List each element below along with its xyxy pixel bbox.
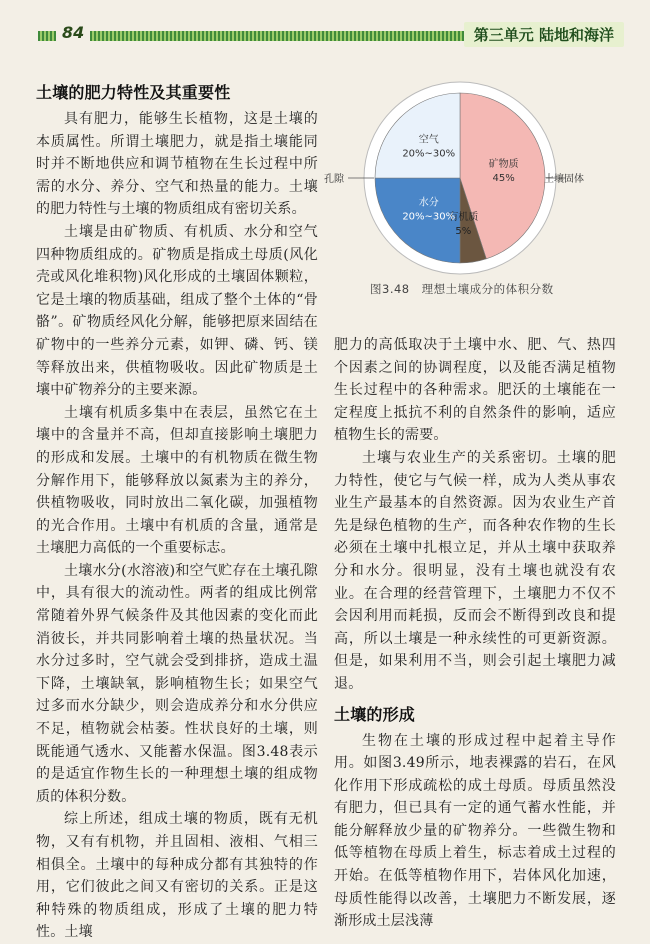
pie-slice-air: [375, 93, 460, 178]
pie-slice-value-air: 20%~30%: [402, 148, 456, 160]
paragraph: 具有肥力，能够生长植物，这是土壤的本质属性。所谓土壤肥力，就是指土壤能同时并不断地供应和调节植物在生长过程中所需的水分、养分、空气和热量的能力。土壤的肥力特性与土壤的物质组成有密切关系。: [36, 111, 318, 218]
paragraph: 土壤是由矿物质、有机质、水分和空气四种物质组成的。矿物质是指成土母质(风化壳或风化堆积物)风化形成的土壤固体颗粒，它是土壤的物质基础，组成了整个土体的“骨骼”。矿物质经风化分解，能够把原来固结在矿物中的一些养分元素，如钾、磷、钙、镁等释放出来，供植物吸收。因此矿物质是土壤中矿物养分的主要来源。: [36, 223, 318, 399]
page-number: 84: [56, 23, 90, 42]
pie-slice-name-air: 空气: [418, 134, 439, 146]
page-header: [18, 20, 632, 48]
pie-slices: [375, 93, 545, 263]
pie-slice-value-organic: 5%: [455, 226, 472, 238]
soil-composition-pie-chart: [324, 76, 616, 276]
pie-slice-value-water: 20%~30%: [402, 211, 456, 223]
section-title-fertility: 土壤的肥力特性及其重要性: [36, 83, 231, 102]
paragraph: 肥力的高低取决于土壤中水、肥、气、热四个因素之间的协调程度，以及能否满足植物生长过程中的各种需求。肥沃的土壤能在一定程度上抵抗不利的自然条件的影响，适应植物生长的需要。: [334, 337, 616, 444]
pie-slice-name-organic: 有机质: [448, 212, 479, 224]
pie-slice-value-mineral: 45%: [492, 173, 515, 185]
paragraph: 综上所述，组成土壤的物质，既有无机物，又有有机物，并且固相、液相、气相三相俱全。土壤中的每种成分都有其独特的作用，它们彼此之间又有密切的关系。正是这种特殊的物质组成，形成了土壤的肥力特性。土壤: [36, 811, 318, 941]
paragraph: 土壤与农业生产的关系密切。土壤的肥力特性，使它与气候一样，成为人类从事农业生产最基本的自然资源。因为农业生产首先是绿色植物的生产，而各种农作物的生长必须在土壤中扎根立足，并从土壤中获取养分和水分。很明显，没有土壤也就没有农业。在合理的经营管理下，土壤肥力不仅不会因利用而耗损，反而会不断得到改良和提高，所以土壤是一种永续性的可更新资源。但是，如果利用不当，则会引起土壤肥力减退。: [334, 449, 616, 692]
unit-title: 第三单元 陆地和海洋: [464, 22, 624, 47]
figure-3-48: [324, 76, 616, 326]
section-title-formation: 土壤的形成: [334, 704, 416, 724]
left-column: [36, 82, 318, 944]
pie-slice-name-water: 水分: [418, 197, 439, 209]
paragraph: 土壤水分(水溶液)和空气贮存在土壤孔隙中，具有很大的流动性。两者的组成比例常常随着外界气候条件及其他因素的变化而此消彼长，并共同影响着土壤的热量状况。当水分过多时，空气就会受到排挤，造成土温下降，土壤缺氧，影响植物生长；如果空气过多而水分缺少，则会造成养分和水分供应不足，植物就会枯萎。性状良好的土壤，则既能通气透水、又能蓄水保温。图3.48表示的是适宜作物生长的一种理想土壤的组成物质的体积分数。: [36, 562, 318, 805]
paragraph: 土壤有机质多集中在表层，虽然它在土壤中的含量并不高，但却直接影响土壤肥力的形成和发展。土壤中的有机物质在微生物分解作用下，能够释放以氮素为主的养分，供植物吸收，同时放出二氧化碳，加强植物的光合作用。土壤中有机质的含量，通常是土壤肥力高低的一个重要标志。: [36, 404, 318, 557]
figure-caption: 图3.48 理想土壤成分的体积分数: [370, 282, 554, 296]
pie-slice-name-mineral: 矿物质: [488, 159, 519, 171]
solid-label: 土壤固体: [544, 174, 584, 185]
header-stripe: [38, 31, 482, 41]
pore-label: 孔隙: [324, 174, 344, 185]
right-column: [334, 334, 616, 933]
paragraph: 生物在土壤的形成过程中起着主导作用。如图3.49所示，地表裸露的岩石，在风化作用下形成疏松的成土母质。母质虽然没有肥力，但已具有一定的通气蓄水性能，并能分解释放少量的矿物养分。一些微生物和低等植物在母质上着生，标志着成土过程的开始。在低等植物作用下，岩体风化加速，母质性能得以改善，土壤肥力不断发展，逐渐形成土层浅薄: [334, 732, 616, 930]
